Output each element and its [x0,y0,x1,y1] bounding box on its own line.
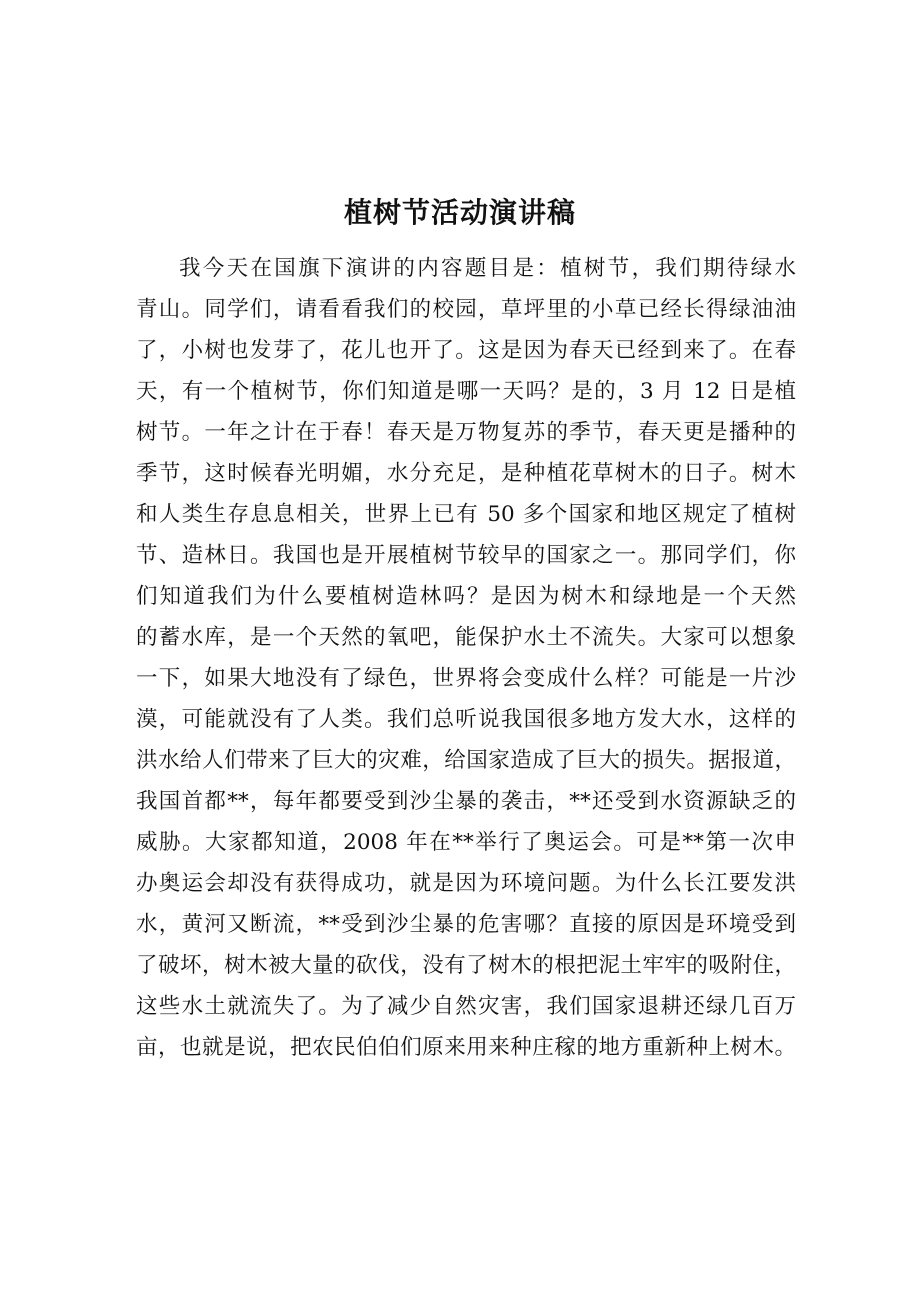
body-line-17: 水，黄河又断流，**受到沙尘暴的危害哪？直接的原因是环境受到 [136,912,796,937]
body-line-14: 我国首都**，每年都要受到沙尘暴的袭击，**还受到水资源缺乏的 [136,789,796,814]
speech-body [136,248,796,1068]
body-line-12: 漠，可能就没有了人类。我们总听说我国很多地方发大水，这样的 [136,707,796,732]
body-line-15: 威胁。大家都知道，2008 年在**举行了奥运会。可是**第一次申 [136,830,796,855]
body-line-16: 办奥运会却没有获得成功，就是因为环境问题。为什么长江要发洪 [136,871,796,896]
body-line-9: 们知道我们为什么要植树造林吗？是因为树木和绿地是一个天然 [136,584,796,609]
body-line-20: 亩，也就是说，把农民伯伯们原来用来种庄稼的地方重新种上树木。 [136,1035,796,1060]
document-title: 植树节活动演讲稿 [343,196,576,229]
body-line-11: 一下，如果大地没有了绿色，世界将会变成什么样？可能是一片沙 [136,666,796,691]
body-line-2: 青山。同学们，请看看我们的校园，草坪里的小草已经长得绿油油 [136,297,796,322]
body-line-18: 了破坏，树木被大量的砍伐，没有了树木的根把泥土牢牢的吸附住， [136,953,796,978]
body-line-1: 我今天在国旗下演讲的内容题目是：植树节，我们期待绿水 [179,256,796,281]
body-line-13: 洪水给人们带来了巨大的灾难，给国家造成了巨大的损失。据报道， [136,748,796,773]
body-line-19: 这些水土就流失了。为了减少自然灾害，我们国家退耕还绿几百万 [136,994,796,1019]
body-line-6: 季节，这时候春光明媚，水分充足，是种植花草树木的日子。树木 [136,461,796,486]
body-line-10: 的蓄水库，是一个天然的氧吧，能保护水土不流失。大家可以想象 [136,625,796,650]
body-line-8: 节、造林日。我国也是开展植树节较早的国家之一。那同学们，你 [136,543,796,568]
body-line-4: 天，有一个植树节，你们知道是哪一天吗？是的，3 月 12 日是植 [136,379,796,404]
body-line-5: 树节。一年之计在于春！春天是万物复苏的季节，春天更是播种的 [136,420,796,445]
body-line-7: 和人类生存息息相关，世界上已有 50 多个国家和地区规定了植树 [136,502,796,527]
body-line-3: 了，小树也发芽了，花儿也开了。这是因为春天已经到来了。在春 [136,338,796,363]
